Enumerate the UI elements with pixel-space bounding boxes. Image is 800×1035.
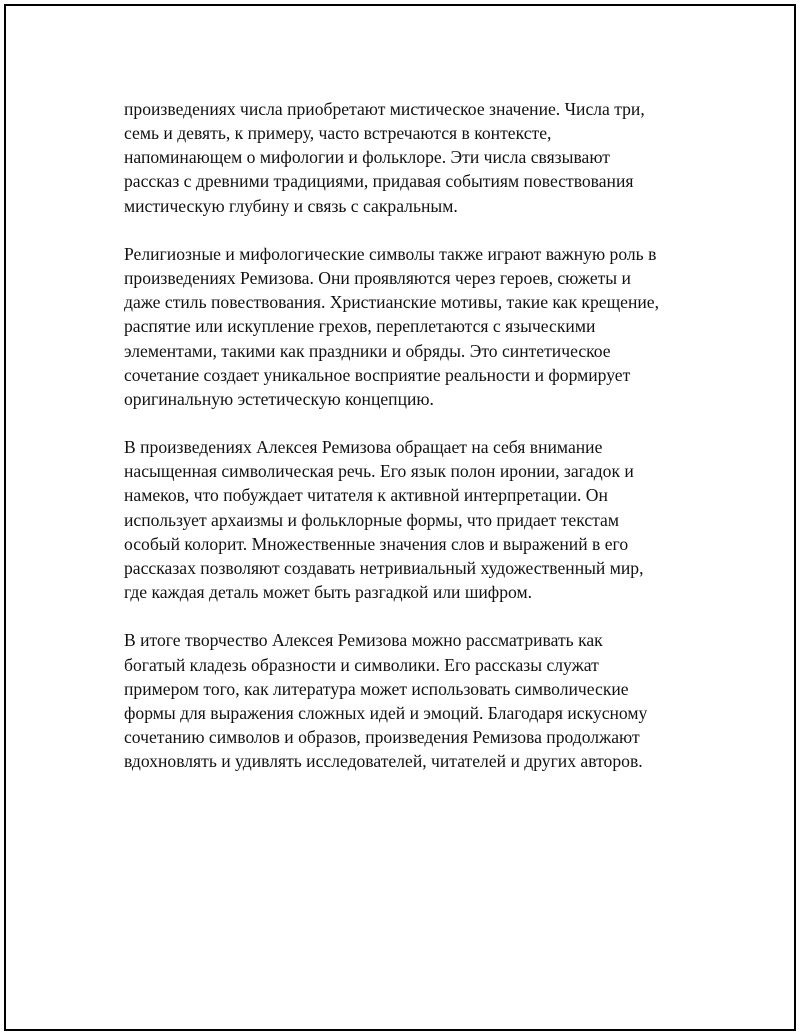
text-line: богатый кладезь образности и символики. Его рассказы служат [124,654,599,675]
text-line: особый колорит. Множественные значения слов и выражений в его [124,533,629,554]
text-line: насыщенная символическая речь. Его язык полон иронии, загадок и [124,461,634,482]
text-line: Религиозные и мифологические символы также играют важную роль в [124,243,657,264]
text-line: элементами, такими как праздники и обряды. Это синтетическое [124,340,611,361]
text-line: В итоге творчество Алексея Ремизова можно рассматривать как [124,630,603,651]
text-line: оригинальную эстетическую концепцию. [124,388,434,409]
text-line: семь и девять, к примеру, часто встречаются в контексте, [124,123,552,144]
text-line: В произведениях Алексея Ремизова обращает на себя внимание [124,437,603,458]
text-line: даже стиль повествования. Христианские мотивы, такие как крещение, [124,292,659,313]
text-line: намеков, что побуждает читателя к активной интерпретации. Он [124,485,608,506]
paragraph-mystical-numbers [124,97,684,218]
paragraph-symbolic-speech [124,435,684,604]
text-line: формы для выражения сложных идей и эмоций. Благодаря искусному [124,702,648,723]
text-line: сочетание создает уникальное восприятие реальности и формирует [124,364,631,385]
text-line: мистическую глубину и связь с сакральным. [124,195,458,216]
text-line: рассказ с древними традициями, придавая событиям повествования [124,171,634,192]
paragraph-conclusion [124,628,684,773]
text-line: распятие или искупление грехов, переплетаются с языческими [124,316,596,337]
text-line: произведениях числа приобретают мистическое значение. Числа три, [124,99,645,119]
text-line: вдохновлять и удивлять исследователей, читателей и других авторов. [124,751,643,772]
text-line: где каждая деталь может быть разгадкой или шифром. [124,582,532,603]
text-line: примером того, как литература может использовать символические [124,678,629,699]
document-body [124,97,684,797]
text-line: использует архаизмы и фольклорные формы, что придает текстам [124,509,619,530]
text-line: сочетанию символов и образов, произведения Ремизова продолжают [124,727,640,748]
text-line: напоминающем о мифологии и фольклоре. Эти числа связывают [124,147,610,168]
text-line: рассказах позволяют создавать нетривиальный художественный мир, [124,557,644,578]
text-line: произведениях Ремизова. Они проявляются через героев, сюжеты и [124,268,631,289]
page-frame [4,4,796,1031]
paragraph-religious-symbols [124,242,684,411]
